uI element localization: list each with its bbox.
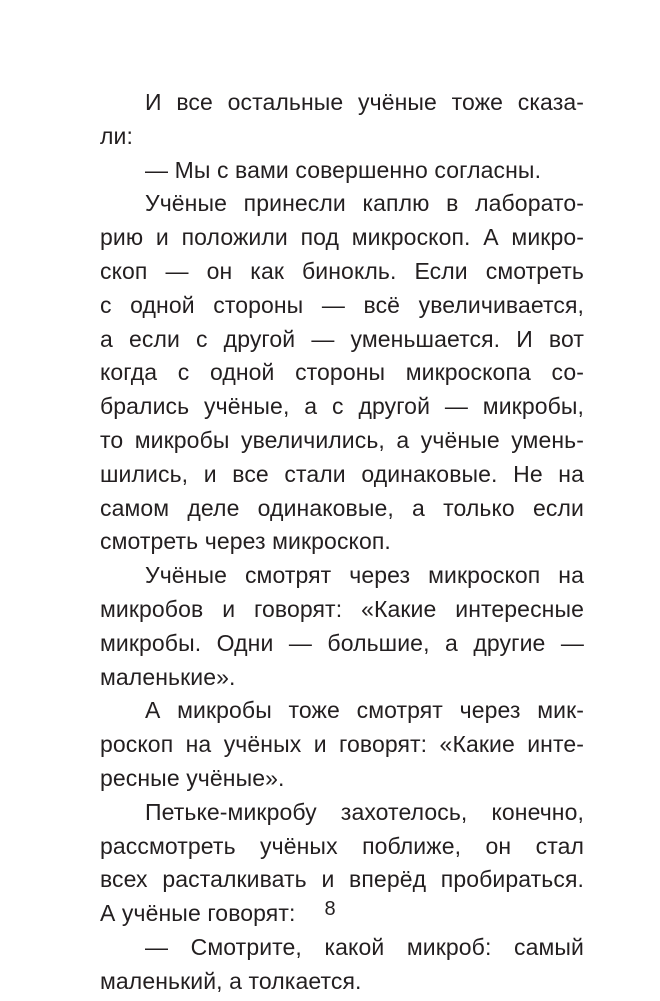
- text-line: маленький, а толкается.: [100, 967, 362, 994]
- page-number: 8: [324, 898, 336, 920]
- text-line: скоп — он как бинокль. Если смотреть: [100, 257, 584, 284]
- text-line: — Смотрите, какой микроб: самый: [145, 933, 584, 960]
- text-line: Учёные смотрят через микроскоп на: [145, 562, 584, 589]
- text-line: то микробы увеличились, а учёные умень-: [100, 426, 584, 453]
- text-line: И все остальные учёные тоже сказа-: [145, 89, 584, 115]
- text-line: роскоп на учёных и говорят: «Какие инте-: [100, 731, 584, 758]
- text-line: всех расталкивать и вперёд пробираться.: [100, 866, 584, 893]
- text-line: А микробы тоже смотрят через мик-: [145, 697, 584, 724]
- text-line: а если с другой — уменьшается. И вот: [100, 325, 584, 352]
- text-line: маленькие».: [100, 663, 236, 690]
- text-line: брались учёные, а с другой — микробы,: [100, 393, 584, 420]
- text-line: Петьке-микробу захотелось, конечно,: [145, 798, 584, 825]
- text-line: с одной стороны — всё увеличивается,: [100, 291, 584, 318]
- text-line: микробы. Одни — большие, а другие —: [100, 629, 584, 656]
- page-body: [100, 86, 584, 999]
- text-line: ресные учёные».: [100, 764, 285, 791]
- text-line: А учёные говорят:: [100, 900, 296, 927]
- text-line: рассмотреть учёных поближе, он стал: [100, 832, 584, 859]
- text-line: ли:: [100, 122, 133, 149]
- text-line: микробов и говорят: «Какие интересные: [100, 595, 584, 622]
- text-line: самом деле одинаковые, а только если: [100, 494, 584, 521]
- text-line: смотреть через микроскоп.: [100, 528, 391, 555]
- text-line: — Мы с вами совершенно согласны.: [145, 156, 542, 183]
- text-line: рию и положили под микроскоп. А микро-: [100, 224, 584, 251]
- text-line: Учёные принесли каплю в лаборато-: [145, 190, 584, 217]
- text-line: шились, и все стали одинаковые. Не на: [100, 460, 584, 487]
- text-line: когда с одной стороны микроскопа со-: [100, 359, 584, 386]
